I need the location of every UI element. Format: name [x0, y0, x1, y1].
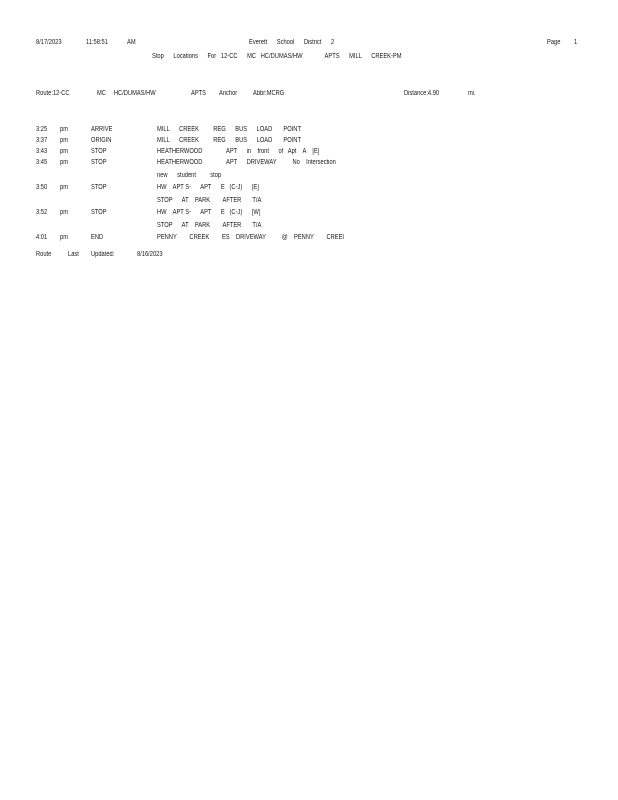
stop-description: HW APT S- APT E (C-J) [E] [157, 184, 259, 191]
stop-note: STOP AT PARK AFTER T/A [157, 222, 262, 229]
route-code: MC HC/DUMAS/HW [97, 90, 156, 97]
route-anchor: Anchor [219, 90, 238, 97]
stop-ampm: pm [60, 137, 68, 144]
stop-description: HW APT S- APT E (C-J) [W] [157, 209, 261, 216]
stop-description: MILL CREEK REG BUS LOAD POINT [157, 137, 301, 144]
stop-ampm: pm [60, 209, 68, 216]
route-distance-unit: mi. [468, 90, 476, 97]
footer-updated-label: Updated: [91, 251, 115, 258]
route-distance: Distance:4.90 [404, 90, 440, 97]
stop-type: STOP [91, 209, 107, 216]
stop-time: 3:50 [36, 184, 48, 191]
stop-time: 3:45 [36, 159, 48, 166]
stop-ampm: pm [60, 159, 68, 166]
route-abbr: Abbr:MCRG [253, 90, 285, 97]
stop-time: 3:37 [36, 137, 48, 144]
stop-description: MILL CREEK REG BUS LOAD POINT [157, 126, 301, 133]
stop-ampm: pm [60, 148, 68, 155]
stop-note: new student stop [157, 172, 222, 179]
stop-description: PENNY CREEK ES DRIVEWAY @ PENNY CREEI [157, 234, 345, 241]
stop-description: HEATHERWOOD APT in front of Apt A [E] [157, 148, 320, 155]
report-ampm: AM [127, 39, 136, 46]
district-name: Everett School District 2 [249, 39, 335, 46]
stop-type: END [91, 234, 104, 241]
stop-ampm: pm [60, 234, 68, 241]
footer-last: Last [68, 251, 79, 258]
stop-time: 4:01 [36, 234, 48, 241]
footer-route: Route [36, 251, 52, 258]
page-label: Page [547, 39, 561, 46]
route-apts: APTS [191, 90, 207, 97]
report-date: 8/17/2023 [36, 39, 62, 46]
stop-note: STOP AT PARK AFTER T/A [157, 197, 262, 204]
stop-type: ORIGIN [91, 137, 112, 144]
stop-type: STOP [91, 159, 107, 166]
footer-updated-date: 8/16/2023 [137, 251, 163, 258]
route-id: Route:12-CC [36, 90, 70, 97]
stop-ampm: pm [60, 184, 68, 191]
stop-time: 3:43 [36, 148, 48, 155]
stop-time: 3:52 [36, 209, 48, 216]
stop-description: HEATHERWOOD APT DRIVEWAY No Intersection [157, 159, 336, 166]
report-subtitle: Stop Locations For 12-CC MC HC/DUMAS/HW APTS MILL CREEK-PM [152, 53, 402, 60]
stop-type: ARRIVE [91, 126, 113, 133]
stop-type: STOP [91, 184, 107, 191]
stop-type: STOP [91, 148, 107, 155]
page-number: 1 [574, 39, 578, 46]
stop-ampm: pm [60, 126, 68, 133]
stop-time: 3:25 [36, 126, 48, 133]
report-time: 11:58:51 [86, 39, 108, 46]
